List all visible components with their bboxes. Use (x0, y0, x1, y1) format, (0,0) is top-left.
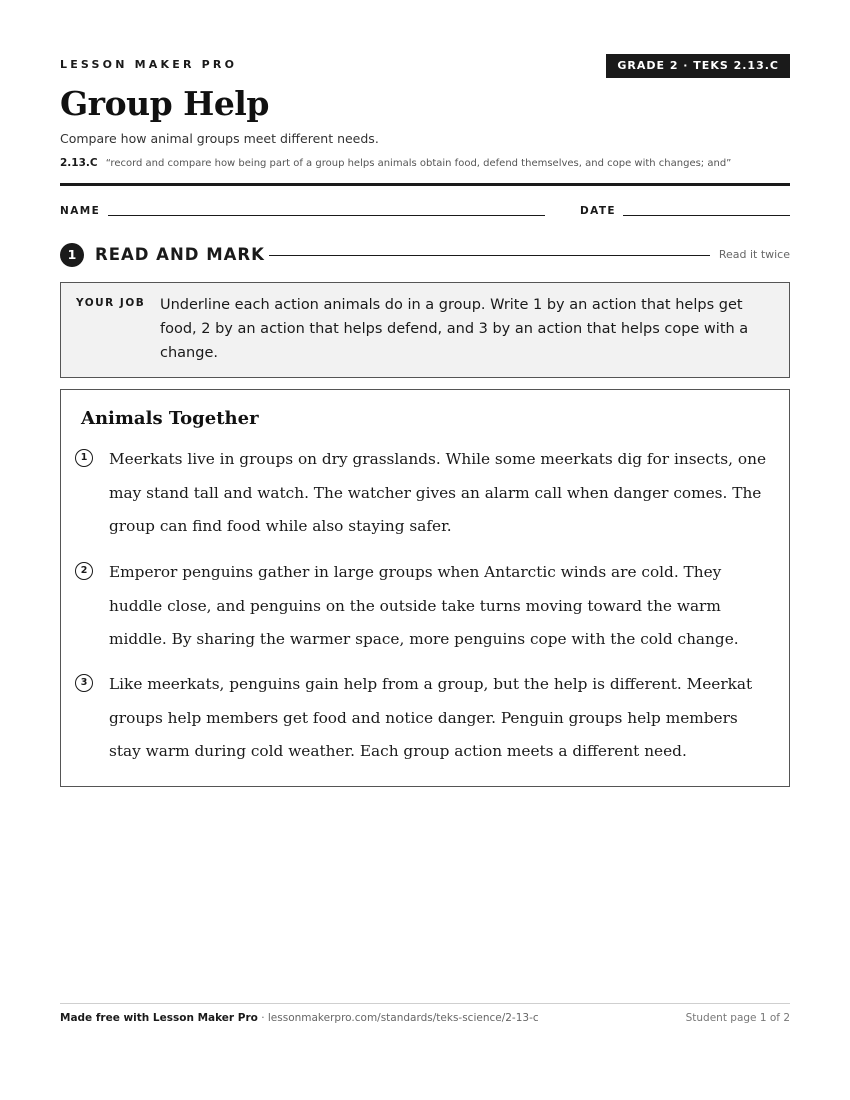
paragraph-number-badge: 1 (75, 449, 93, 467)
footer-made-with: Made free with Lesson Maker Pro (60, 1012, 258, 1024)
standard-text: “record and compare how being part of a group helps animals obtain food, defend themselves, and cope with changes; and” (105, 158, 732, 169)
grade-standard-badge: GRADE 2 · TEKS 2.13.C (606, 54, 790, 78)
paragraph-text[interactable]: Emperor penguins gather in large groups when Antarctic winds are cold. They huddle close, and penguins on the outside take turns moving toward the warm middle. By sharing the warmer space, more penguins cope with the cold change. (109, 563, 739, 649)
footer-credit (60, 1012, 539, 1024)
name-field[interactable] (108, 215, 545, 216)
page-title: Group Help (60, 84, 269, 123)
standard-code: 2.13.C (60, 157, 98, 169)
date-label: DATE (580, 205, 616, 217)
reading-passage (60, 389, 790, 787)
paragraph-text[interactable]: Like meerkats, penguins gain help from a group, but the help is different. Meerkat groups help members get food and notice danger. Penguin groups help members stay warm during cold weather. Each group action meets a different need. (109, 675, 753, 761)
footer-url[interactable]: lessonmakerpro.com/standards/teks-science/2-13-c (267, 1012, 539, 1024)
your-job-instructions: Underline each action animals do in a group. Write 1 by an action that helps get food, 2 by an action that helps defend, and 3 by an action that helps cope with a change. (160, 297, 749, 361)
passage-title: Animals Together (81, 408, 259, 429)
paragraph-text[interactable]: Meerkats live in groups on dry grasslands. While some meerkats dig for insects, one may stand tall and watch. The watcher gives an alarm call when danger comes. The group can find food while also staying safer. (109, 450, 766, 536)
name-label: NAME (60, 205, 101, 217)
step-number-badge: 1 (60, 243, 84, 267)
paragraph-number-badge: 3 (75, 674, 93, 692)
section-title: READ AND MARK (95, 245, 265, 264)
your-job-box (60, 282, 790, 378)
footer-divider (60, 1003, 790, 1004)
paragraph-number-badge: 2 (75, 562, 93, 580)
footer-page-number: Student page 1 of 2 (685, 1012, 790, 1024)
page-subtitle: Compare how animal groups meet different needs. (60, 131, 379, 146)
header-divider (60, 183, 790, 186)
standard-statement (60, 157, 731, 169)
section-read-and-mark (60, 243, 790, 267)
brand-name: LESSON MAKER PRO (60, 58, 238, 71)
footer-separator: · (257, 1012, 268, 1024)
section-hint: Read it twice (718, 248, 790, 261)
date-field[interactable] (623, 215, 790, 216)
section-divider (269, 255, 710, 256)
name-date-row (60, 205, 790, 221)
your-job-label: YOUR JOB (76, 297, 146, 309)
